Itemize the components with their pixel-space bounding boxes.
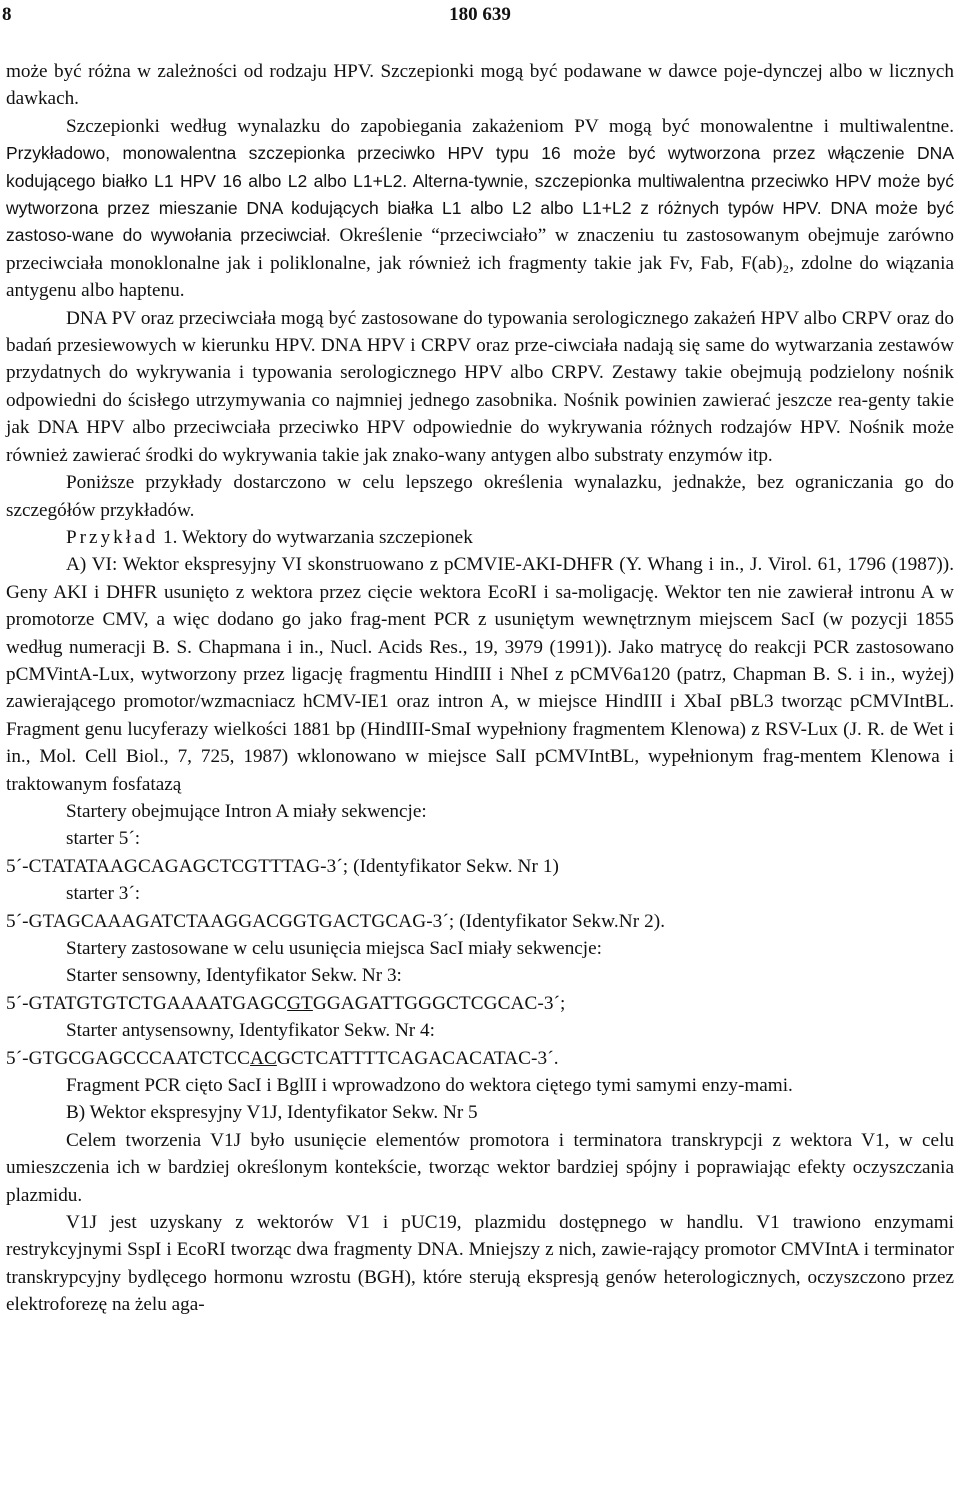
text-run: może być różna w zależności od rodzaju HPV. Szczepionki mogą być podawane w dawce poje-dynczej albo w licznych dawkach.: [6, 61, 954, 110]
text-run: Przykładowo, monowalentna szczepionka przeciwko HPV typu 16 może być wytworzona przez włączenie DNA kodującego białko L1 HPV 16 albo L2 albo L1+L2. Alterna-tywnie, szczepionka multiwalentna przeciwko HPV może być wytworzona przez mieszanie DNA kodujących białka L1 albo L2 albo L1+L2 z różnych typów HPV. DNA może być zastoso-wane do wywołania przeciwciał.: [6, 143, 954, 246]
text-run: Poniższe przykłady dostarczono w celu lepszego określenia wynalazku, jednakże, bez ograniczania go do szczegółów przykładów.: [6, 472, 954, 521]
text-run: GCTCATTTTCAGACACATAC-3´.: [276, 1047, 559, 1069]
text-run: Startery zastosowane w celu usunięcia miejsca SacI miały sekwencje:: [66, 938, 602, 959]
text-run: 5´-GTAGCAAAGATCTAAGGACGGTGACTGCAG-3´; (Identyfikator Sekw.Nr 2).: [6, 910, 666, 932]
paragraph-p20: [6, 1209, 954, 1319]
paragraph-p11: [6, 908, 954, 935]
page-number: 8: [2, 4, 12, 25]
paragraph-p6: [6, 551, 954, 798]
paragraph-p8: [6, 825, 954, 852]
text-run: Fragment PCR cięto SacI i BglII i wprowadzono do wektora ciętego tymi samymi enzy-mami.: [66, 1075, 793, 1097]
paragraph-p15: [6, 1017, 954, 1044]
paragraph-p17: [6, 1072, 954, 1099]
paragraph-p3: [6, 305, 954, 469]
text-run: Starter sensowny, Identyfikator Sekw. Nr 3:: [66, 965, 402, 987]
text-run: 5´-GTGCGAGCCCAATCTCC: [6, 1047, 250, 1069]
paragraph-p19: [6, 1127, 954, 1209]
text-run: Startery obejmujące Intron A miały sekwencje:: [66, 800, 427, 822]
text-run: GGAGATTGGGCTCGCAC-3´;: [312, 992, 566, 1014]
text-run: Przykład: [66, 526, 159, 548]
paragraph-p13: [6, 962, 954, 989]
paragraph-p14: [6, 990, 954, 1017]
paragraph-p1: [6, 58, 954, 113]
paragraph-p18: [6, 1099, 954, 1126]
paragraph-p2: [6, 113, 954, 305]
paragraph-p16: [6, 1045, 954, 1072]
patent-number: 180 639: [449, 4, 511, 25]
text-run: Starter antysensowny, Identyfikator Sekw. Nr 4:: [66, 1020, 435, 1042]
paragraph-p9: [6, 853, 954, 880]
text-run: starter 3´:: [66, 883, 141, 905]
text-run: 5´-CTATATAAGCAGAGCTCGTTTAG-3´; (Identyfikator Sekw. Nr 1): [6, 855, 560, 877]
text-run: 5´-GTATGTGTCTGAAAATGAGC: [6, 992, 288, 1014]
text-run: Określenie “przeciwciało” w znaczeniu tu zastosowanym obejmuje zarówno przeciwciała monoklonalne jak i poliklonalne, jak również ich fragmenty takie jak Fv, Fab, F(ab)₂, zdolne do wiązania antygenu albo haptenu.: [6, 225, 955, 302]
document-body: [6, 58, 954, 1319]
text-run: V1J jest uzyskany z wektorów V1 i pUC19, plazmidu dostępnego w handlu. V1 trawiono enzymami restrykcyjnymi SspI i EcoRI tworząc dwa fragmenty DNA. Mniejszy z nich, zawie-rający promotor CMVIntA i terminator transkrypcyjny bydlęcego hormonu wzrostu (BGH), które sterują ekspresją genów heterologicznych, oczyszczono przez elektroforezę na żelu aga-: [6, 1212, 954, 1316]
paragraph-p4: [6, 469, 954, 524]
paragraph-p7: [6, 798, 954, 825]
text-run: B) Wektor ekspresyjny V1J, Identyfikator Sekw. Nr 5: [66, 1102, 478, 1124]
paragraph-p10: [6, 880, 954, 907]
paragraph-p5: [6, 524, 954, 551]
text-run: Szczepionki według wynalazku do zapobiegania zakażeniom PV mogą być monowalentne i multiwalentne.: [66, 115, 954, 137]
text-run: AC: [250, 1047, 277, 1069]
text-run: GT: [287, 992, 313, 1014]
text-run: DNA PV oraz przeciwciała mogą być zastosowane do typowania serologicznego zakażeń HPV albo CRPV oraz do badań przesiewowych w kierunku HPV. DNA HPV i CRPV oraz prze-ciwciała nadają się same do wytwarzania zestawów przydatnych do wykrywania i typowania serologicznego HPV albo CRPV. Zestawy takie obejmują podzielony nośnik odpowiedni do ścisłego utrzymywania co najmniej jednego zasobnika. Nośnik powinien zawierać jeszcze rea-genty takie jak DNA HPV albo przeciwciała przeciwko HPV odpowiednie do wykrywania różnych rodzajów HPV. Nośnik może również zawierać środki do wykrywania takie jak znako-wany antygen albo substraty enzymów itp.: [6, 307, 954, 466]
paragraph-p12: [6, 935, 954, 962]
page-header: [0, 2, 960, 32]
text-run: 1. Wektory do wytwarzania szczepionek: [158, 526, 473, 548]
text-run: starter 5´:: [66, 828, 141, 850]
text-run: A) VI: Wektor ekspresyjny VI skonstruowano z pCMVIE-AKI-DHFR (Y. Whang i in., J. Virol. 61, 1796 (1987)). Geny AKI i DHFR usunięto z wektora przez cięcie wektora EcoRI i sa-moligację. Wektor ten nie zawierał intronu A w promotorze CMV, a więc dodano go jako frag-ment PCR z usuniętym wewnętrznym miejscem SacI (w pozycji 1855 według numeracji B. S. Chapmana i in., Nucl. Acids Res., 19, 3979 (1991)). Jako matrycę do reakcji PCR zastosowano pCMVintA-Lux, wytworzony przez ligację fragmentu HindIII i NheI z pCMV6a120 (patrz, Chapman B. S. i in., wyżej) zawierającego promotor/wzmacniacz hCMV-IE1 oraz intron A, w miejsce HindIII i XbaI pBL3 tworząc pCMVIntBL. Fragment genu lucyferazy wielkości 1881 bp (HindIII-SmaI wypełniony fragmentem Klenowa) z RSV-Lux (J. R. de Wet i in., Mol. Cell Biol., 7, 725, 1987) wklonowano w miejsce SalI pCMVIntBL, wypełnionym frag-mentem Klenowa i traktowanym fosfatazą: [6, 554, 954, 795]
text-run: Celem tworzenia V1J było usunięcie elementów promotora i terminatora transkrypcji z wektora V1, w celu umieszczenia ich w bardziej określonym kontekście, tworząc wektor bardziej spójny i poprawiając efekty oczyszczania plazmidu.: [6, 1129, 954, 1206]
